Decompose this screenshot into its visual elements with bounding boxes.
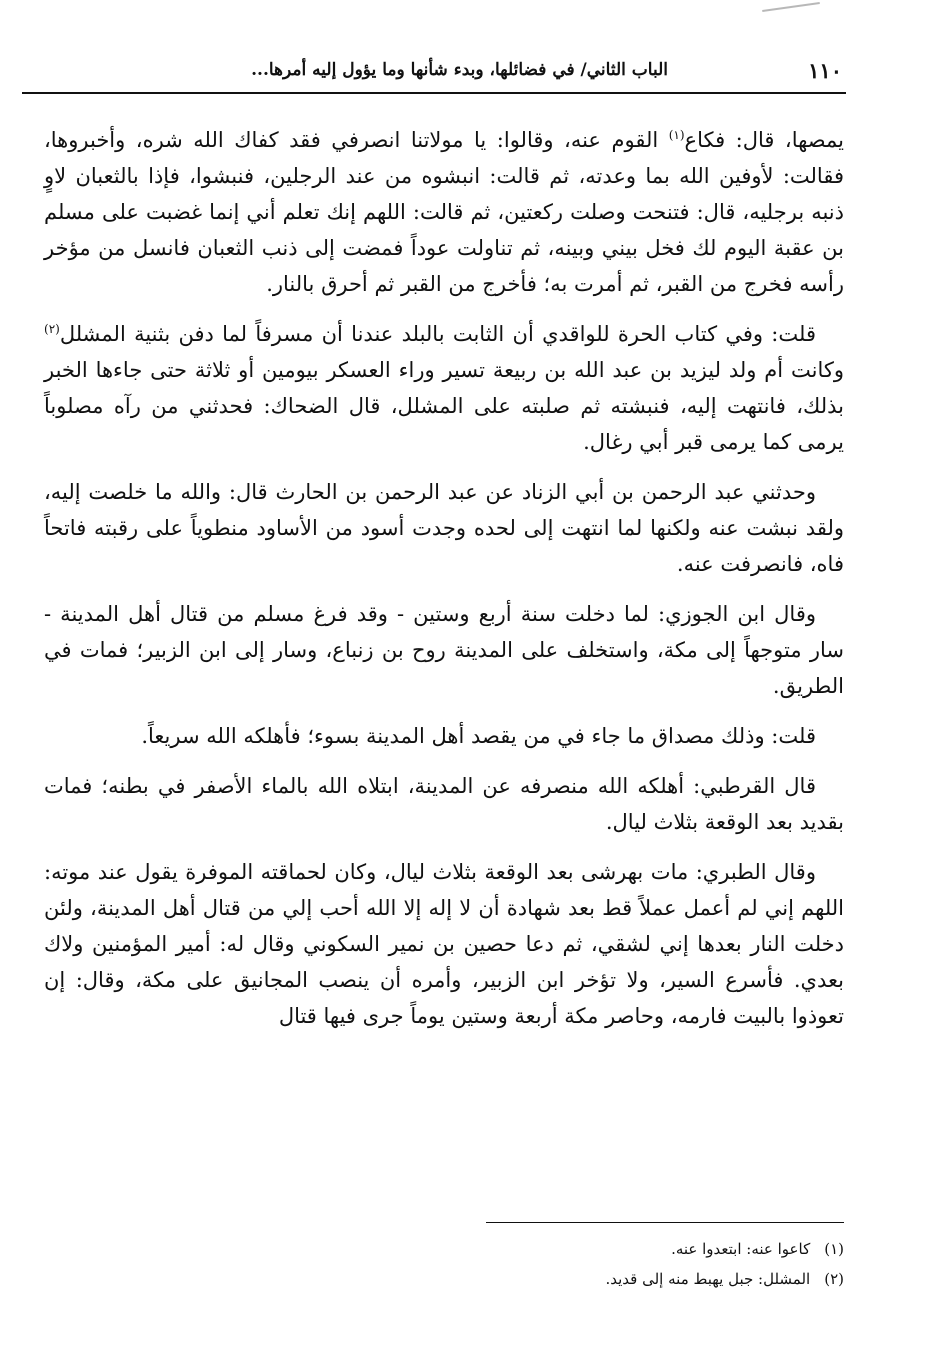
footnote-text: المشلل: جبل يهبط منه إلى قديد.	[605, 1270, 811, 1288]
footnote-text: كاعوا عنه: ابتعدوا عنه.	[671, 1240, 811, 1258]
scan-mark	[762, 2, 820, 12]
running-head	[22, 54, 844, 94]
paragraph-2-part-b: وكانت أم ولد ليزيد بن عبد الله بن ربيعة تسير وراء العسكر بيومين أو ثلاثة حتى جاءها الخبر بذلك، فانتهت إليه، فنبشته ثم صلبته على المشلل، قال الضحاك: فحدثني من رآه مصلوباً يرمى كما يرمى قبر أبي رغال.	[44, 358, 844, 454]
page-number: ١١٠	[808, 58, 842, 83]
paragraph-1	[44, 122, 844, 302]
footnote-2	[44, 1264, 844, 1294]
footnote-ref-2[interactable]: (٢)	[44, 322, 60, 336]
footnote-ref-1[interactable]: (١)	[668, 128, 685, 142]
paragraph-3: وحدثني عبد الرحمن بن أبي الزناد عن عبد الرحمن بن الحارث قال: والله ما خلصت إليه، ولقد نبشت عنه ولكنها لما انتهت إلى لحده وجدت أسود من الأساود منطوياً على رقبته فاتحاً فاه، فانصرفت عنه.	[44, 480, 844, 576]
paragraph-4: وقال ابن الجوزي: لما دخلت سنة أربع وستين - وقد فرغ مسلم من قتال أهل المدينة - سار متوجهاً إلى مكة، واستخلف على المدينة روح بن زنباع، وسار إلى ابن الزبير؛ فمات في الطريق.	[44, 602, 844, 698]
footnote-rule	[486, 1222, 844, 1223]
paragraph-1-part-b: القوم عنه، وقالوا: يا مولاتنا انصرفي فقد كفاك الله شره، وأخبروها، فقالت: لأوفين الله بما وعدته، ثم قالت: انبشوه من عند الرجلين، فنبشوا، فإذا بالثعبان لاوٍ ذنبه برجليه، قال: فتنحت وصلت ركعتين، ثم قالت: اللهم إنك تعلم أني إنما غضبت على مسلم بن عقبة اليوم لك فخل بيني وبينه، ثم تناولت عوداً فمضت إلى ذنب الثعبان فانسل من مؤخر رأسه فخرج من القبر، ثم أمرت به؛ فأخرج من القبر ثم أحرق بالنار.	[44, 128, 844, 296]
paragraph-2-part-a: قلت: وفي كتاب الحرة للواقدي أن الثابت بالبلد عندنا أن مسرفاً لما دفن بثنية المشلل	[59, 322, 816, 346]
main-text	[44, 122, 844, 1048]
footnote-number: (١)	[824, 1240, 844, 1258]
paragraph-2	[44, 316, 844, 460]
paragraph-1-part-a: يمصها، قال: فكاع	[684, 128, 844, 152]
footnote-number: (٢)	[824, 1270, 844, 1288]
chapter-title: الباب الثاني/ في فضائلها، وبدء شأنها وما يؤول إليه أمرها...	[251, 60, 668, 80]
header-rule	[22, 92, 846, 94]
paragraph-7: وقال الطبري: مات بهرشى بعد الوقعة بثلاث ليال، وكان لحماقته الموفرة يقول عند موته: اللهم إني لم أعمل عملاً قط بعد شهادة أن لا إله إلا الله أحب إلي من قتال أهل المدينة، ولئن دخلت النار بعدها إني لشقي، ثم دعا حصين بن نمير السكوني وقال له: أمير المؤمنين ولاك بعدي. فأسرع السير، ولا تؤخر ابن الزبير، وأمره أن ينصب المجانيق على مكة، وقال: إن تعوذوا بالبيت فارمه، وحاصر مكة أربعة وستين يوماً جرى فيها قتال	[44, 860, 844, 1028]
footnotes	[44, 1234, 844, 1294]
paragraph-6: قال القرطبي: أهلكه الله منصرفه عن المدينة، ابتلاه الله بالماء الأصفر في بطنه؛ فمات بقديد بعد الوقعة بثلاث ليال.	[44, 774, 844, 834]
footnote-1	[44, 1234, 844, 1264]
paragraph-5: قلت: وذلك مصداق ما جاء في من يقصد أهل المدينة بسوء؛ فأهلكه الله سريعاً.	[141, 724, 816, 748]
